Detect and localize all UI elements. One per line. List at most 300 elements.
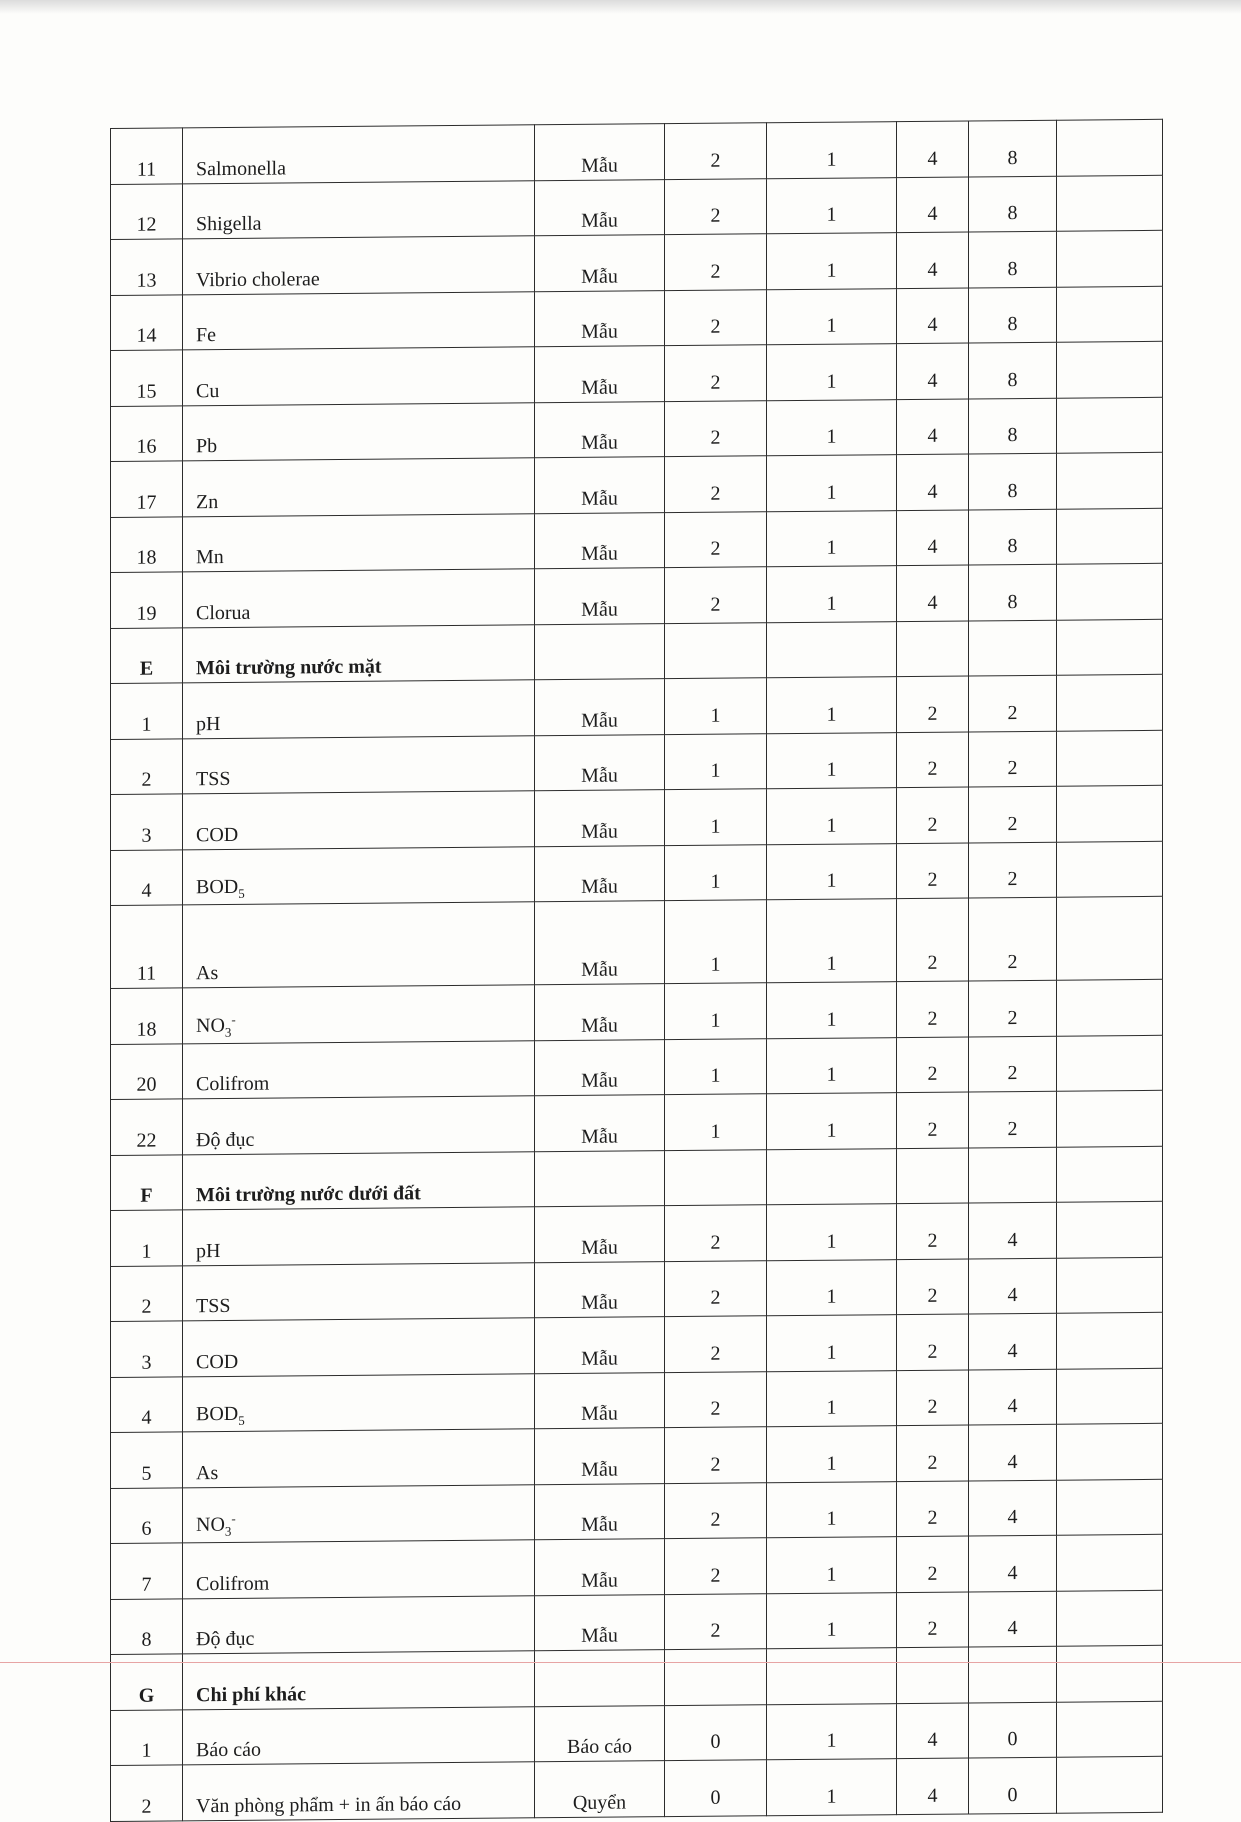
value-4 (969, 1702, 1057, 1758)
row-number (111, 183, 183, 239)
unit-cell (535, 790, 665, 847)
value-2-text: 1 (826, 952, 837, 975)
note-cell (1057, 119, 1163, 175)
cost-table (110, 119, 1163, 1822)
subscript: 5 (238, 885, 245, 901)
unit-cell (535, 457, 665, 514)
value-2 (767, 122, 897, 179)
row-number (111, 128, 183, 184)
value-2 (767, 566, 897, 623)
value-3-text: 4 (927, 147, 938, 170)
subscript: 3 (224, 1523, 232, 1539)
unit-cell-text: Mẫu (581, 376, 618, 399)
table-row (111, 730, 1163, 795)
value-4-text: 2 (1007, 757, 1018, 780)
value-2-text: 1 (826, 1119, 837, 1142)
value-2 (767, 1315, 897, 1372)
row-number (111, 683, 183, 739)
value-3 (897, 1037, 969, 1093)
value-1 (665, 844, 767, 900)
value-3 (897, 1647, 969, 1703)
table-row (111, 979, 1163, 1044)
row-number (111, 1543, 183, 1599)
document-page (110, 119, 1162, 1822)
row-number-text: 2 (141, 1295, 152, 1318)
item-name (183, 1040, 535, 1099)
value-4 (969, 842, 1057, 898)
note-cell (1057, 1257, 1163, 1313)
row-number-text: 13 (136, 269, 157, 292)
unit-cell (535, 1261, 665, 1318)
value-1-text: 2 (710, 149, 721, 172)
value-4-text: 4 (1007, 1228, 1018, 1251)
item-name-text: Môi trường nước mặt (196, 655, 382, 680)
row-number (111, 239, 183, 295)
value-4-text: 8 (1007, 257, 1018, 280)
value-2 (767, 510, 897, 567)
value-4-text: 2 (1007, 1006, 1018, 1029)
row-number (111, 1210, 183, 1266)
value-1-text: 1 (710, 704, 721, 727)
note-cell (1057, 508, 1163, 564)
table-row (111, 1701, 1163, 1766)
note-cell (1057, 1645, 1163, 1701)
value-4 (969, 509, 1057, 565)
value-3 (897, 510, 969, 566)
item-name (183, 347, 535, 406)
value-3-text: 4 (927, 591, 938, 614)
value-2 (767, 788, 897, 845)
value-2-text: 1 (826, 592, 837, 615)
row-number-text: 3 (141, 1351, 152, 1374)
unit-cell-text: Mẫu (581, 209, 618, 232)
value-1 (665, 900, 767, 984)
item-name-text: COD (196, 823, 239, 846)
item-name (183, 569, 535, 628)
item-name (183, 791, 535, 850)
row-number (111, 1043, 183, 1099)
unit-cell-text: Mẫu (581, 431, 618, 454)
value-2-text: 1 (826, 536, 837, 559)
value-3 (897, 1536, 969, 1592)
row-number (111, 1432, 183, 1488)
unit-cell (535, 845, 665, 902)
row-number-text: E (139, 657, 154, 680)
value-4-text: 8 (1007, 424, 1018, 447)
value-1 (665, 789, 767, 845)
table-row (111, 896, 1163, 988)
item-name-text: Pb (196, 435, 218, 458)
row-number-text: G (138, 1684, 155, 1707)
note-cell (1057, 1701, 1163, 1757)
value-3 (897, 1259, 969, 1315)
value-3-text: 2 (927, 1506, 938, 1529)
value-4-text: 8 (1007, 146, 1018, 169)
value-1 (665, 456, 767, 512)
value-2-text: 1 (826, 370, 837, 393)
value-4-text: 8 (1007, 202, 1018, 225)
unit-cell-text: Mẫu (581, 1513, 618, 1536)
unit-cell-text: Mẫu (581, 265, 618, 288)
unit-cell-text: Mẫu (581, 320, 618, 343)
value-1 (665, 1371, 767, 1427)
value-1-text: 2 (710, 204, 721, 227)
value-4 (969, 1202, 1057, 1258)
item-name (183, 902, 535, 988)
value-1 (665, 345, 767, 401)
value-2 (767, 344, 897, 401)
row-number (111, 294, 183, 350)
value-2 (767, 1204, 897, 1261)
row-number (111, 1099, 183, 1155)
superscript: - (231, 1011, 236, 1027)
value-3 (897, 1481, 969, 1537)
row-number-text: 14 (136, 324, 157, 347)
value-4 (969, 897, 1057, 981)
row-number (111, 988, 183, 1044)
item-name-text: Mn (196, 546, 224, 569)
unit-cell (535, 1539, 665, 1596)
value-1 (665, 400, 767, 456)
value-4-text: 4 (1007, 1617, 1018, 1640)
value-1-text: 2 (710, 1342, 721, 1365)
value-2 (767, 1370, 897, 1427)
row-number (111, 905, 183, 989)
value-2 (767, 1759, 897, 1816)
value-1 (665, 1205, 767, 1261)
unit-cell (535, 346, 665, 403)
item-name (183, 513, 535, 572)
value-1 (665, 1704, 767, 1760)
value-4 (969, 1480, 1057, 1536)
item-name (183, 1318, 535, 1377)
value-2-text: 1 (826, 1729, 837, 1752)
value-3-text: 2 (927, 1007, 938, 1030)
value-4 (969, 1147, 1057, 1203)
value-2 (767, 399, 897, 456)
table-row (111, 1201, 1163, 1266)
value-2 (767, 1537, 897, 1594)
row-number-text: 15 (136, 380, 157, 403)
value-2-text: 1 (826, 148, 837, 171)
unit-cell (535, 623, 665, 680)
table-row (111, 1756, 1163, 1821)
value-4 (969, 980, 1057, 1036)
value-1 (665, 567, 767, 623)
unit-cell (535, 290, 665, 347)
value-3 (897, 898, 969, 982)
item-name (183, 735, 535, 794)
value-3-text: 4 (927, 202, 938, 225)
row-number (111, 1709, 183, 1765)
value-4 (969, 120, 1057, 176)
table-row (111, 785, 1163, 850)
value-1 (665, 1760, 767, 1816)
value-2 (767, 1703, 897, 1760)
item-name-text: Vibrio cholerae (196, 267, 320, 291)
value-3-text: 2 (927, 1062, 938, 1085)
note-cell (1057, 563, 1163, 619)
value-3 (897, 1092, 969, 1148)
table-row (111, 119, 1163, 184)
item-name (183, 291, 535, 350)
unit-cell-text: Mẫu (581, 1125, 618, 1148)
value-4 (969, 1091, 1057, 1147)
value-1-text: 2 (710, 1508, 721, 1531)
row-number (111, 1321, 183, 1377)
value-3 (897, 787, 969, 843)
table-row (111, 397, 1163, 462)
value-4-text: 4 (1007, 1284, 1018, 1307)
value-1 (665, 1260, 767, 1316)
note-cell (1057, 1201, 1163, 1257)
row-number-text: 11 (136, 158, 157, 181)
value-1-text: 1 (710, 759, 721, 782)
value-4-text: 4 (1007, 1506, 1018, 1529)
scan-top-edge (0, 0, 1241, 14)
value-2 (767, 732, 897, 789)
unit-cell-text: Mẫu (581, 958, 618, 981)
unit-cell-text: Mẫu (581, 598, 618, 621)
unit-cell (535, 1039, 665, 1096)
value-4 (969, 176, 1057, 232)
item-name-text: Colifrom (196, 1572, 270, 1595)
value-1-text: 2 (710, 1286, 721, 1309)
section-row (111, 619, 1163, 684)
item-name-text: NO (196, 1014, 225, 1037)
value-1-text: 1 (710, 1064, 721, 1087)
section-row (111, 1146, 1163, 1211)
value-3-text: 2 (927, 1395, 938, 1418)
table-row (111, 1368, 1163, 1433)
value-2-text: 1 (826, 314, 837, 337)
unit-cell (535, 512, 665, 569)
table-row (111, 1035, 1163, 1100)
row-number-text: 17 (136, 491, 157, 514)
value-3 (897, 343, 969, 399)
unit-cell (535, 1428, 665, 1485)
item-name-text: Môi trường nước dưới đất (196, 1182, 421, 1207)
value-2-text: 1 (826, 703, 837, 726)
value-3-text: 4 (927, 1728, 938, 1751)
value-4 (969, 675, 1057, 731)
value-4 (969, 1036, 1057, 1092)
value-3 (897, 1148, 969, 1204)
value-2 (767, 177, 897, 234)
value-3 (897, 288, 969, 344)
value-2-text: 1 (826, 1396, 837, 1419)
row-number (111, 849, 183, 905)
value-2 (767, 1648, 897, 1705)
value-4 (969, 564, 1057, 620)
value-4-text: 8 (1007, 479, 1018, 502)
value-4 (969, 1424, 1057, 1480)
row-number-text: 4 (141, 879, 152, 902)
item-name (183, 680, 535, 739)
unit-cell (535, 179, 665, 236)
note-cell (1057, 730, 1163, 786)
value-2 (767, 1259, 897, 1316)
unit-cell-text: Mẫu (581, 1458, 618, 1481)
value-4 (969, 342, 1057, 398)
row-number (111, 1598, 183, 1654)
table-row (111, 1534, 1163, 1599)
value-4-text: 2 (1007, 868, 1018, 891)
item-name-text: NO (196, 1513, 225, 1537)
item-name-text: COD (196, 1350, 239, 1373)
value-1-text: 0 (710, 1786, 721, 1809)
unit-cell (535, 1317, 665, 1374)
row-number-text: 8 (141, 1628, 152, 1651)
value-3 (897, 1203, 969, 1259)
item-name (183, 1373, 535, 1432)
unit-cell-text: Mẫu (581, 709, 618, 732)
value-2-text: 1 (826, 1063, 837, 1086)
note-cell (1057, 1368, 1163, 1424)
value-3 (897, 1314, 969, 1370)
unit-cell-text: Mẫu (581, 1402, 618, 1425)
row-number-text: F (140, 1184, 153, 1207)
unit-cell-text: Mẫu (581, 875, 618, 898)
unit-cell (535, 235, 665, 292)
value-4-text: 4 (1007, 1450, 1018, 1473)
item-name (183, 1207, 535, 1266)
value-3 (897, 399, 969, 455)
row-number (111, 1376, 183, 1432)
value-1-text: 0 (710, 1730, 721, 1753)
item-name (183, 125, 535, 184)
table-row (111, 841, 1163, 906)
value-3-text: 2 (927, 1340, 938, 1363)
row-number (111, 1265, 183, 1321)
table-body (111, 119, 1163, 1821)
note-cell (1057, 1479, 1163, 1535)
note-cell (1057, 1756, 1163, 1812)
value-3 (897, 232, 969, 288)
value-1-text: 2 (710, 371, 721, 394)
unit-cell (535, 1650, 665, 1707)
value-3-text: 4 (927, 535, 938, 558)
row-number-text: 7 (141, 1573, 152, 1596)
value-2 (767, 233, 897, 290)
value-1 (665, 1149, 767, 1205)
table-row (111, 341, 1163, 406)
note-cell (1057, 175, 1163, 231)
value-1 (665, 1316, 767, 1372)
table-row (111, 1590, 1163, 1655)
row-number-text: 19 (136, 602, 157, 625)
table-row (111, 563, 1163, 628)
item-name (183, 1595, 535, 1654)
value-2-text: 1 (826, 481, 837, 504)
value-2 (767, 288, 897, 345)
value-3 (897, 454, 969, 510)
value-3-text: 2 (927, 951, 938, 974)
value-3-text: 2 (927, 813, 938, 836)
item-name-text: Clorua (196, 601, 251, 624)
table-row (111, 1479, 1163, 1544)
item-name-text: Văn phòng phẩm + in ấn báo cáo (196, 1792, 462, 1817)
unit-cell-text: Mẫu (581, 1236, 618, 1259)
value-1 (665, 983, 767, 1039)
item-name (183, 1484, 535, 1543)
page-margin-line (0, 1662, 1241, 1663)
unit-cell (535, 679, 665, 736)
value-2-text: 1 (826, 1507, 837, 1530)
value-2-text: 1 (826, 1618, 837, 1641)
value-3-text: 2 (927, 1617, 938, 1640)
value-4 (969, 453, 1057, 509)
value-4-text: 2 (1007, 1117, 1018, 1140)
value-2-text: 1 (826, 1563, 837, 1586)
unit-cell (535, 1372, 665, 1429)
value-2-text: 1 (826, 1008, 837, 1031)
row-number (111, 1154, 183, 1210)
row-number (111, 627, 183, 683)
value-4 (969, 1258, 1057, 1314)
value-2 (767, 982, 897, 1039)
value-3-text: 2 (927, 1229, 938, 1252)
item-name (183, 1429, 535, 1488)
value-4 (969, 398, 1057, 454)
value-3 (897, 177, 969, 233)
unit-cell (535, 984, 665, 1041)
subscript: 5 (238, 1412, 245, 1428)
value-3-text: 4 (927, 313, 938, 336)
value-2 (767, 1148, 897, 1205)
unit-cell-text: Mẫu (581, 764, 618, 787)
row-number (111, 1765, 183, 1821)
value-1-text: 1 (710, 870, 721, 893)
value-1-text: 2 (710, 1564, 721, 1587)
value-1-text: 2 (710, 426, 721, 449)
value-4 (969, 1646, 1057, 1702)
value-3-text: 2 (927, 1562, 938, 1585)
row-number (111, 461, 183, 517)
value-4-text: 0 (1007, 1783, 1018, 1806)
value-4 (969, 1313, 1057, 1369)
note-cell (1057, 341, 1163, 397)
row-number-text: 2 (141, 1795, 152, 1818)
value-1-text: 1 (710, 815, 721, 838)
unit-cell-text: Mẫu (581, 1014, 618, 1037)
value-4 (969, 1535, 1057, 1591)
unit-cell (535, 1705, 665, 1762)
value-2-text: 1 (826, 1285, 837, 1308)
note-cell (1057, 896, 1163, 980)
value-4-text: 4 (1007, 1339, 1018, 1362)
item-name-text: As (196, 1461, 219, 1484)
item-name-text: Cu (196, 379, 220, 402)
value-1-text: 1 (710, 953, 721, 976)
unit-cell-text: Mẫu (581, 1291, 618, 1314)
value-4 (969, 620, 1057, 676)
item-name-text: BOD (196, 875, 239, 899)
row-number (111, 1487, 183, 1543)
note-cell (1057, 1590, 1163, 1646)
item-name-text: pH (196, 1239, 221, 1262)
table-row (111, 286, 1163, 351)
row-number-text: 1 (141, 713, 152, 736)
unit-cell-text: Mẫu (581, 154, 618, 177)
row-number-text: 5 (141, 1462, 152, 1485)
value-1-text: 1 (710, 1009, 721, 1032)
value-1 (665, 234, 767, 290)
value-4-text: 8 (1007, 368, 1018, 391)
note-cell (1057, 841, 1163, 897)
value-1-text: 1 (710, 1120, 721, 1143)
item-name (183, 1151, 535, 1210)
